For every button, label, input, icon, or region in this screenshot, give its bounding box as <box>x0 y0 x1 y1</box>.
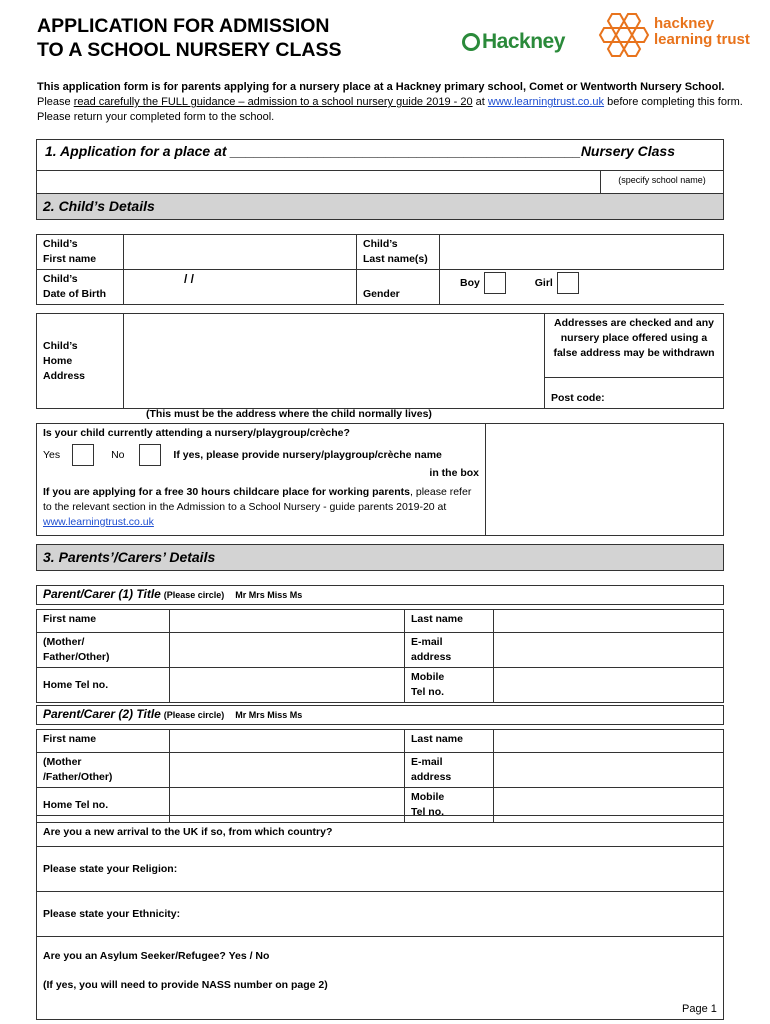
parent2-relationship-input[interactable] <box>170 753 405 788</box>
free30-link[interactable]: www.learningtrust.co.uk <box>43 516 154 528</box>
additional-questions-table <box>36 815 724 1020</box>
parent2-title-row: Parent/Carer (2) Title (Please circle) Mr Mrs Miss Ms <box>37 706 724 725</box>
parent2-title-table <box>36 705 724 725</box>
attending-no-checkbox[interactable] <box>139 444 161 466</box>
religion-question[interactable]: Please state your Religion: <box>37 847 724 892</box>
hackney-logo: Hackney <box>462 30 565 54</box>
parent2-details-table <box>36 729 724 823</box>
parent1-relationship-input[interactable] <box>170 633 405 668</box>
parent1-first-name-input[interactable] <box>170 610 405 633</box>
parent1-email-label: E-mail address <box>405 633 494 668</box>
parent1-mobile-input[interactable] <box>494 668 724 703</box>
page-number: Page 1 <box>682 1003 717 1015</box>
school-name-blank[interactable]: _____________________________________________ <box>230 143 581 159</box>
home-address-input[interactable] <box>124 314 545 409</box>
parent1-last-name-input[interactable] <box>494 610 724 633</box>
girl-checkbox[interactable] <box>557 272 579 294</box>
child-first-name-label: Child’s First name <box>37 235 124 270</box>
parent2-last-name-label: Last name <box>405 730 494 753</box>
gender-label: Gender <box>357 270 440 305</box>
ethnicity-question[interactable]: Please state your Ethnicity: <box>37 892 724 937</box>
parent1-title-table <box>36 585 724 605</box>
address-table <box>36 313 724 409</box>
boy-checkbox[interactable] <box>484 272 506 294</box>
parent2-relationship-label: (Mother /Father/Other) <box>37 753 170 788</box>
learning-trust-honeycomb-icon <box>598 12 650 60</box>
section3-heading: 3. Parents’/Carers’ Details <box>37 545 724 571</box>
child-last-name-label: Child’s Last name(s) <box>357 235 440 270</box>
parent1-email-input[interactable] <box>494 633 724 668</box>
parent1-mobile-label: Mobile Tel no. <box>405 668 494 703</box>
child-first-name-input[interactable] <box>124 235 357 270</box>
address-check-note: Addresses are checked and any nursery place offered using a false address may be withdrawn <box>545 314 724 378</box>
parent1-details-table <box>36 609 724 703</box>
school-name-hint: (specify school name) <box>601 171 724 194</box>
parent2-email-input[interactable] <box>494 753 724 788</box>
parent1-home-tel-label: Home Tel no. <box>37 668 170 703</box>
intro-paragraph: This application form is for parents applying for a nursery place at a Hackney primary school, Comet or Wentworth Nursery School. Please read carefully the FULL guidance – admission to a school nursery guide 2019 - 20 at www.learningtrust.co.uk before completing this form. Please return your completed form to the school. <box>37 81 743 123</box>
section3-heading-table <box>36 544 724 571</box>
parent1-last-name-label: Last name <box>405 610 494 633</box>
postcode-field[interactable]: Post code: <box>545 378 724 409</box>
new-arrival-question[interactable]: Are you a new arrival to the UK if so, from which country? <box>37 816 724 847</box>
parent2-first-name-label: First name <box>37 730 170 753</box>
form-title: APPLICATION FOR ADMISSION TO A SCHOOL NURSERY CLASS <box>37 15 342 61</box>
child-dob-label: Child’s Date of Birth <box>37 270 124 305</box>
learningtrust-link[interactable]: www.learningtrust.co.uk <box>487 96 605 108</box>
nursery-attending-table <box>36 423 724 536</box>
gender-options: Boy Girl <box>440 270 724 305</box>
parent2-mobile-label: Mobile Tel no. <box>405 788 494 823</box>
asylum-question[interactable]: Are you an Asylum Seeker/Refugee? Yes / No (If yes, you will need to provide NASS number on page 2) <box>37 937 724 1020</box>
attending-yes-checkbox[interactable] <box>72 444 94 466</box>
child-last-name-input[interactable] <box>440 235 724 270</box>
section1-table <box>36 139 724 194</box>
child-details-table <box>36 234 724 305</box>
parent2-email-label: E-mail address <box>405 753 494 788</box>
parent2-title-options[interactable]: Mr Mrs Miss Ms <box>235 710 303 720</box>
parent2-last-name-input[interactable] <box>494 730 724 753</box>
section1-heading: 1. Application for a place at _____________________________________________Nursery Class <box>37 140 724 171</box>
free-30-hours-note: If you are applying for a free 30 hours childcare place for working parents, please refer to the relevant section in the Admission to a School Nursery - guide parents 2019-20 at www.learningtrust.co.uk <box>37 483 486 536</box>
attending-question-cell: Is your child currently attending a nursery/playgroup/crèche? Yes No If yes, please provide nursery/playgroup/crèche name in the box <box>37 424 486 484</box>
parent2-home-tel-label: Home Tel no. <box>37 788 170 823</box>
hackney-logo-icon <box>462 33 480 51</box>
nursery-name-input[interactable] <box>486 424 724 536</box>
parent2-first-name-input[interactable] <box>170 730 405 753</box>
section2-heading: 2. Child’s Details <box>37 194 724 220</box>
parent1-first-name-label: First name <box>37 610 170 633</box>
parent1-title-options[interactable]: Mr Mrs Miss Ms <box>235 590 303 600</box>
section2-heading-table <box>36 193 724 220</box>
school-name-input-area[interactable] <box>37 171 601 194</box>
parent1-relationship-label: (Mother/ Father/Other) <box>37 633 170 668</box>
guidance-underlined: read carefully the FULL guidance – admission to a school nursery guide 2019 - 20 <box>73 96 473 108</box>
child-dob-input[interactable]: / / <box>124 270 357 305</box>
parent1-home-tel-input[interactable] <box>170 668 405 703</box>
address-footnote: (This must be the address where the child normally lives) <box>146 408 432 420</box>
home-address-label: Child’s Home Address <box>37 314 124 409</box>
learning-trust-logo-text: hackney learning trust <box>654 15 750 48</box>
parent1-title-row: Parent/Carer (1) Title (Please circle) Mr Mrs Miss Ms <box>37 586 724 605</box>
